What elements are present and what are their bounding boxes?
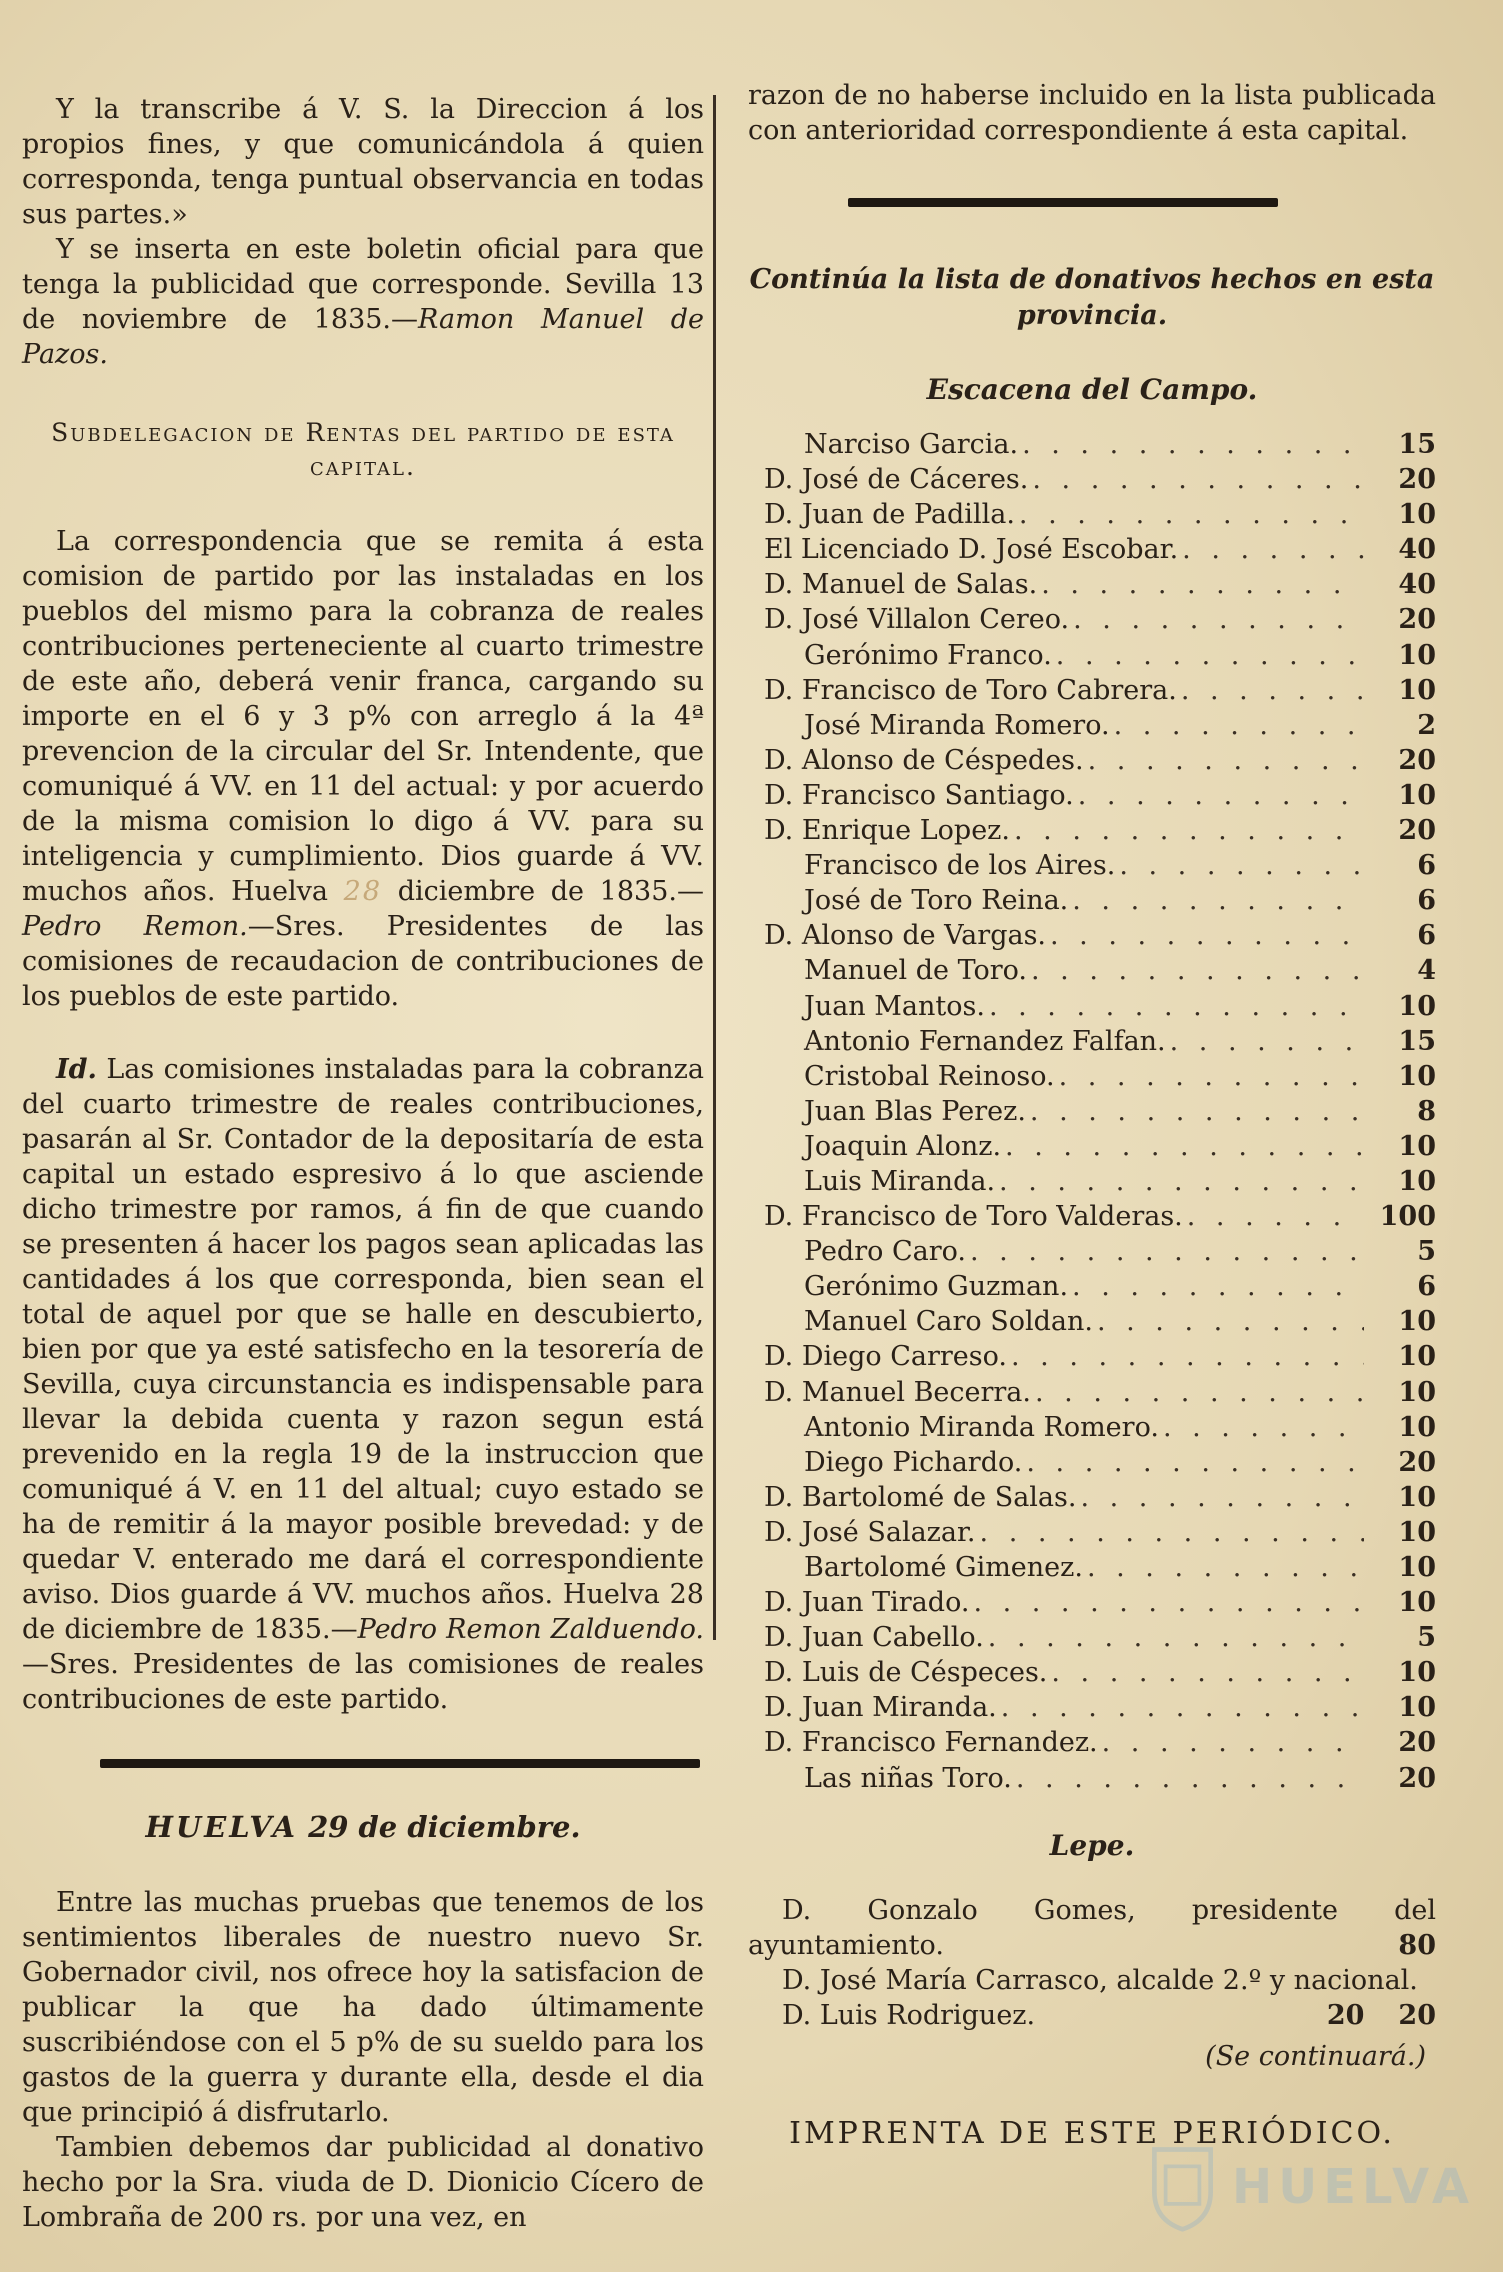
donor-row (748, 1024, 1436, 1059)
section-heading-subdelegacion: Subdelegacion de Rentas del partido de esta capital. (51, 418, 675, 481)
donor-name: D. Francisco Fernandez. (764, 1727, 1098, 1759)
donation-amount: 10 (1398, 1657, 1436, 1689)
donor-name: D. Francisco Santiago. (764, 779, 1074, 811)
donor-row (748, 848, 1436, 883)
leader-dots (1001, 1690, 1364, 1725)
town-heading-lepe: Lepe. (1049, 1828, 1135, 1862)
donor-name: D. Francisco de Toro Valderas. (764, 1201, 1183, 1233)
donor-row (748, 1655, 1436, 1690)
donation-amount: 6 (1417, 885, 1436, 917)
donor-name: D. Alonso de Céspedes. (764, 744, 1084, 776)
donor-name: Manuel Caro Soldan. (804, 1306, 1093, 1338)
leader-dots (1072, 883, 1364, 918)
donor-row (748, 1199, 1436, 1234)
leader-dots (1005, 1129, 1364, 1164)
donor-row (748, 813, 1436, 848)
donation-amount: 4 (1417, 955, 1436, 987)
leader-dots (1016, 1761, 1364, 1796)
signature-zalduendo: Pedro Remon Zalduendo. (357, 1614, 704, 1645)
donor-name: Joaquin Alonz. (804, 1130, 1002, 1162)
donor-row (748, 778, 1436, 813)
donation-amount: 10 (1398, 1376, 1436, 1408)
dateline-date: 29 de diciembre. (308, 1810, 581, 1844)
donor-row (748, 1304, 1436, 1339)
donation-amount: 20 (1398, 1446, 1436, 1478)
donor-name: D. Diego Carreso. (764, 1341, 1007, 1373)
leader-dots (1170, 1024, 1364, 1059)
donation-amount: 20 (1398, 744, 1436, 776)
donation-amount: 10 (1398, 1060, 1436, 1092)
donation-amount: 10 (1398, 639, 1436, 671)
donor-name: D. Juan Tirado. (764, 1587, 970, 1619)
donor-name: D. José Salazar. (764, 1516, 976, 1548)
leader-dots (1026, 1445, 1364, 1480)
donor-name: D. Juan Miranda. (764, 1692, 997, 1724)
signature-remon: Pedro Remon. (22, 911, 248, 942)
leader-dots (1019, 497, 1364, 532)
lepe-entry: D. Luis Rodriguez. 20 (782, 1999, 1365, 2031)
donor-row (748, 1550, 1436, 1585)
donation-amount: 20 (1398, 1727, 1436, 1759)
donor-name: D. Enrique Lopez. (764, 815, 1010, 847)
donor-row (748, 1059, 1436, 1094)
donation-amount: 20 (1398, 1762, 1436, 1794)
donation-amount: 100 (1379, 1201, 1436, 1233)
donation-amount: 2 (1417, 709, 1436, 741)
paragraph-transcribe: Y la transcribe á V. S. la Direccion á los propios fines, y que comunicándola á quien corresponda, tenga puntual observancia en todas sus partes.» (22, 94, 704, 230)
signature-pazos: Ramon Manuel de Pazos. (22, 304, 704, 370)
donor-row (748, 989, 1436, 1024)
paragraph-inserta: Y se inserta en este boletin oficial para que tenga la publicidad que corresponde. Sevilla 13 de noviembre de 1835.—Ramon Manuel de Pazos. (22, 234, 704, 370)
donor-name: D. Juan Cabello. (764, 1622, 984, 1654)
donor-row (748, 1725, 1436, 1760)
donor-row (748, 1690, 1436, 1725)
donor-name: Manuel de Toro. (804, 955, 1028, 987)
donor-row (748, 1269, 1436, 1304)
leader-dots (1059, 1059, 1364, 1094)
donation-amount: 20 (1398, 815, 1436, 847)
donor-name: D. Luis de Céspeces. (764, 1657, 1048, 1689)
leader-dots (1187, 1199, 1364, 1234)
leader-dots (1022, 427, 1364, 462)
donation-amount: 10 (1398, 1341, 1436, 1373)
donation-amount: 10 (1398, 1130, 1436, 1162)
handwritten-date: 28 (343, 876, 383, 907)
leader-dots (1078, 778, 1364, 813)
donor-name: Gerónimo Guzman. (804, 1271, 1069, 1303)
donation-amount: 20 (1326, 1999, 1365, 2031)
donor-row (748, 1129, 1436, 1164)
leader-dots (1056, 638, 1364, 673)
donation-amount: 10 (1398, 1481, 1436, 1513)
donor-name: D. Manuel de Salas. (764, 569, 1038, 601)
donation-amount: 10 (1398, 1552, 1436, 1583)
lepe-list (748, 1893, 1436, 2033)
donation-amount: 15 (1398, 1025, 1436, 1057)
leader-dots (1087, 1550, 1364, 1585)
donation-amount: 5 (1417, 1236, 1436, 1268)
paragraph-donativo: Tambien debemos dar publicidad al donativo hecho por la Sra. viuda de D. Dionicio Cícero de Lombraña de 200 rs. por una vez, en (22, 2132, 704, 2233)
donor-name: Antonio Miranda Romero. (804, 1411, 1159, 1443)
donation-amount: 15 (1398, 429, 1436, 460)
donation-amount: 10 (1398, 990, 1436, 1022)
leader-dots (1182, 532, 1364, 567)
donor-name: Francisco de los Aires. (804, 850, 1116, 882)
leader-dots (1050, 918, 1364, 953)
dateline-city: HUELVA (145, 1810, 298, 1844)
donor-row (748, 1234, 1436, 1269)
donor-name: José de Toro Reina. (804, 885, 1069, 917)
paragraph-gobernador: Entre las muchas pruebas que tenemos de los sentimientos liberales de nuestro nuevo Sr. Gobernador civil, nos ofrece hoy la satisfacion de publicar la que ha dado últimamente suscribiéndose con el 5 p% de su sueldo para los gastos de la guerra y durante ella, desde el dia que principió á disfrutarlo. (22, 1887, 704, 2128)
archive-watermark (1145, 2132, 1475, 2242)
donation-amount: 6 (1417, 1271, 1436, 1303)
donor-name: Juan Mantos. (804, 990, 985, 1022)
leader-dots (988, 1620, 1364, 1655)
donor-name: D. Juan de Padilla. (764, 499, 1015, 531)
leader-dots (999, 1164, 1364, 1199)
donor-row (748, 1410, 1436, 1445)
leader-dots (1073, 602, 1364, 637)
donation-amount: 10 (1398, 1516, 1436, 1548)
paragraph-comisiones: Id. Las comisiones instaladas para la cobranza del cuarto trimestre de reales contribuciones, pasarán al Sr. Contador de la depositaría de esta capital un estado espresivo á lo que asciende dicho trimestre por ramos, á fin de que cuando se presenten á hacer los pagos sean aplicadas las cantidades á los que corresponda, bien sean el total de aquel por que se halle en descubierto, bien por que ya esté satisfecho en la tesorería de Sevilla, cuya circunstancia es indispensable para llevar la debida cuenta y razon segun está prevenido en la regla 19 de la instruccion que comuniqué á V. en 11 del altual; cuyo estado se ha de remitir á la mayor posible brevedad: y de quedar V. enterado me dará el correspondiente aviso. Dios guarde á VV. muchos años. Huelva 28 de diciembre de 1835.—Pedro Remon Zalduendo.—Sres. Presidentes de las comisiones de reales contribuciones de este partido. (22, 1054, 704, 1715)
left-column (22, 92, 704, 2235)
donor-row (748, 918, 1436, 953)
donation-amount: 5 (1417, 1622, 1436, 1654)
lepe-entry: D. José María Carrasco, alcalde 2.º y nacional. 20 (782, 1964, 1436, 2031)
donor-row (748, 1164, 1436, 1199)
donation-amount: 10 (1398, 1165, 1436, 1197)
donor-name: D. José Villalon Cereo. (764, 604, 1070, 636)
right-column (748, 78, 1436, 2151)
leader-dots (1181, 673, 1364, 708)
donor-name: Cristobal Reinoso. (804, 1060, 1055, 1092)
leader-dots (1031, 953, 1364, 988)
leader-dots (1051, 1655, 1364, 1690)
donor-row (748, 1480, 1436, 1515)
leader-dots (973, 1585, 1364, 1620)
donation-amount: 10 (1398, 1692, 1436, 1724)
donor-row (748, 1761, 1436, 1796)
donor-row (748, 462, 1436, 497)
town-heading-escacena: Escacena del Campo. (926, 373, 1258, 406)
donation-amount: 10 (1398, 674, 1436, 706)
donation-amount: 10 (1398, 1411, 1436, 1443)
donor-name: D. Manuel Becerra. (764, 1376, 1031, 1408)
donor-name: Diego Pichardo. (804, 1446, 1023, 1478)
list-title: Continúa la lista de donativos hechos en esta provincia. (749, 264, 1435, 331)
donor-row (748, 1339, 1436, 1374)
donation-amount: 10 (1398, 499, 1436, 531)
donation-amount: 40 (1398, 569, 1436, 601)
donation-amount: 6 (1417, 920, 1436, 952)
section-divider-bar-right (848, 198, 1278, 207)
leader-dots (1030, 1094, 1364, 1129)
watermark-text: HUELVA (1232, 2159, 1475, 2215)
donor-name: José Miranda Romero. (804, 709, 1110, 741)
donation-amount: 8 (1417, 1095, 1436, 1127)
lepe-entry: D. Gonzalo Gomes, presidente del ayuntamiento. 80 (748, 1894, 1436, 1961)
donor-row (748, 1375, 1436, 1410)
donor-name: D. José de Cáceres. (764, 464, 1029, 496)
donor-name: D. Bartolomé de Salas. (764, 1481, 1077, 1513)
donation-amount: 10 (1398, 779, 1436, 811)
leader-dots (980, 1515, 1364, 1550)
donor-row (748, 497, 1436, 532)
coat-of-arms-icon (1145, 2137, 1220, 2237)
donor-row (748, 743, 1436, 778)
donor-name: Narciso Garcia. (804, 429, 1019, 460)
donation-amount: 40 (1398, 534, 1436, 566)
leader-dots (1011, 1339, 1364, 1374)
donor-row (748, 883, 1436, 918)
donation-amount: 20 (1398, 1999, 1436, 2031)
donor-row (748, 953, 1436, 988)
leader-dots (1163, 1410, 1364, 1445)
donation-amount: 20 (1398, 604, 1436, 636)
donation-amount: 80 (1398, 1929, 1436, 1961)
donor-name: Juan Blas Perez. (804, 1095, 1026, 1127)
donor-name: Pedro Caro. (804, 1236, 966, 1268)
donor-row (748, 1515, 1436, 1550)
donor-name: Antonio Fernandez Falfan. (804, 1025, 1166, 1057)
donor-row (748, 1094, 1436, 1129)
leader-dots (1014, 813, 1364, 848)
leader-dots (970, 1234, 1364, 1269)
donor-name: D. Francisco de Toro Cabrera. (764, 674, 1177, 706)
donor-row (748, 708, 1436, 743)
donor-list (748, 427, 1436, 1796)
donor-row (748, 1585, 1436, 1620)
donor-row (748, 602, 1436, 637)
donor-row (748, 1445, 1436, 1480)
leader-dots (1041, 567, 1364, 602)
donor-row (748, 567, 1436, 602)
donor-row (748, 638, 1436, 673)
donor-name: Bartolomé Gimenez. (804, 1552, 1083, 1583)
donor-row (748, 673, 1436, 708)
paragraph-razon: razon de no haberse incluido en la lista publicada con anterioridad correspondiente á esta capital. (748, 80, 1436, 146)
leader-dots (1114, 708, 1364, 743)
donor-row (748, 427, 1436, 462)
donor-name: El Licenciado D. José Escobar. (764, 534, 1179, 566)
leader-dots (1119, 848, 1364, 883)
printer-imprint: IMPRENTA DE ESTE PERIÓDICO. (789, 2115, 1395, 2151)
continue-note: (Se continuará.) (1205, 2040, 1426, 2072)
donor-row (748, 532, 1436, 567)
leader-dots (1032, 462, 1364, 497)
donation-amount: 6 (1417, 850, 1436, 882)
donation-amount: 20 (1398, 464, 1436, 496)
donor-name: D. Alonso de Vargas. (764, 920, 1047, 952)
leader-dots (1102, 1725, 1364, 1760)
donor-row (748, 1620, 1436, 1655)
donor-name: Luis Miranda. (804, 1165, 996, 1197)
leader-dots (989, 989, 1364, 1024)
column-divider (713, 95, 716, 1640)
leader-dots (1097, 1304, 1364, 1339)
leader-dots (1088, 743, 1364, 778)
leader-dots (1035, 1375, 1364, 1410)
leader-dots (1072, 1269, 1364, 1304)
dateline (22, 1810, 704, 1845)
donor-name: Gerónimo Franco. (804, 639, 1052, 671)
paragraph-correspondencia: La correspondencia que se remita á esta comision de partido por las instaladas en los pueblos del mismo para la cobranza de reales contribuciones perteneciente al cuarto trimestre de este año, deberá venir franca, cargando su importe en el 6 y 3 p% con arreglo á la 4ª prevencion de la circular del Sr. Intendente, que comuniqué á VV. en 11 del actual: y por acuerdo de la misma comision lo digo á VV. para su inteligencia y cumplimiento. Dios guarde á VV. muchos años. Huelva 28 diciembre de 1835.—Pedro Remon.—Sres. Presidentes de las comisiones de recaudacion de contribuciones de los pueblos de este partido. (22, 526, 704, 1012)
donation-amount: 10 (1398, 1306, 1436, 1338)
donation-amount: 10 (1398, 1587, 1436, 1619)
donor-name: Las niñas Toro. (804, 1762, 1012, 1794)
leader-dots (1080, 1480, 1364, 1515)
section-divider-bar (100, 1759, 700, 1768)
